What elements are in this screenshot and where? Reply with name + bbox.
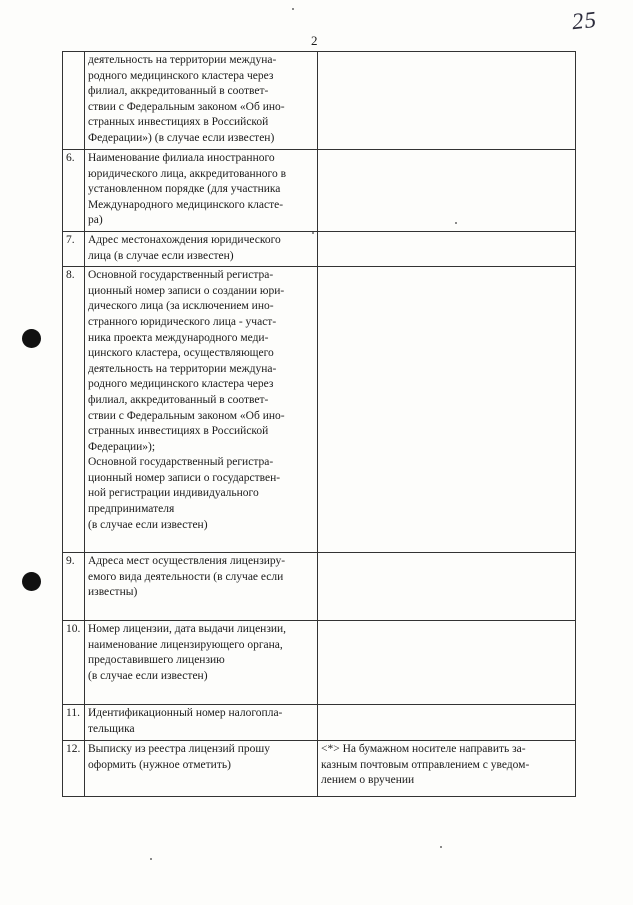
punch-hole-top [22, 329, 41, 348]
table-row [63, 553, 576, 621]
row-value-field[interactable] [318, 231, 576, 266]
application-form-table [62, 51, 576, 797]
table-row [63, 231, 576, 266]
table-row [63, 741, 576, 797]
row-label: Адрес местонахождения юридического лица (в случае если известен) [88, 233, 281, 262]
scan-speck [150, 858, 152, 860]
row-value-field[interactable] [318, 150, 576, 232]
row-number: 11. [63, 705, 85, 741]
page-number: 2 [311, 33, 318, 48]
scan-speck [440, 846, 442, 848]
table-row [63, 52, 576, 150]
table-row [63, 267, 576, 553]
table-row [63, 150, 576, 232]
table-row [63, 705, 576, 741]
row-label: деятельность на территории междуна- родного медицинского кластера через филиал, аккредитованный в соответ- ствии с Федеральным законом «Об ино- странных инвестициях в Российской Федерации») (в случае если известен) [88, 54, 285, 144]
row-number: 10. [63, 621, 85, 705]
row-label: Наименование филиала иностранного юридического лица, аккредитованного в установленном порядке (для участника Международного медицинского класте- ра) [88, 152, 287, 227]
row-label: Номер лицензии, дата выдачи лицензии, наименование лицензирующего органа, предоставившего лицензию (в случае если известен) [88, 623, 287, 682]
row-number [63, 52, 85, 150]
row-number: 6. [63, 150, 85, 232]
row-value-field[interactable] [318, 267, 576, 553]
handwritten-page-number: 25 [570, 6, 599, 35]
row-label: Основной государственный регистра- ционный номер записи о создании юри- дического лица (за исключением ино- странного юридического лица - участ- ника проекта международного меди- цинского кластера, осуществляющего деятельность на территории междуна- родного медицинского кластера через филиал, аккредитованный в соответ- ствии с Федеральным законом «Об ино- странных инвестициях в Российской Федерации»); Основной государственный регистра- ционный номер записи о государствен- ной регистрации индивидуального предпринимателя (в случае если известен) [88, 269, 285, 531]
row-value-field[interactable] [318, 553, 576, 621]
row-value-field[interactable] [318, 741, 576, 797]
row-value-field[interactable] [318, 621, 576, 705]
table-row [63, 621, 576, 705]
row-number: 7. [63, 231, 85, 266]
scan-speck [455, 222, 457, 224]
punch-hole-bottom [22, 572, 41, 591]
row-value-field[interactable] [318, 705, 576, 741]
row-value: <*> На бумажном носителе направить за- казным почтовым отправлением с уведом- лением о вручении [321, 743, 530, 787]
row-number: 9. [63, 553, 85, 621]
scan-speck [312, 232, 314, 234]
row-number: 12. [63, 741, 85, 797]
row-label: Адреса мест осуществления лицензиру- емого вида деятельности (в случае если известны) [88, 555, 286, 599]
row-number: 8. [63, 267, 85, 553]
row-value-field[interactable] [318, 52, 576, 150]
row-label: Идентификационный номер налогопла- тельщика [88, 707, 283, 735]
scan-speck [292, 8, 294, 10]
row-label: Выписку из реестра лицензий прошу оформить (нужное отметить) [88, 743, 270, 771]
